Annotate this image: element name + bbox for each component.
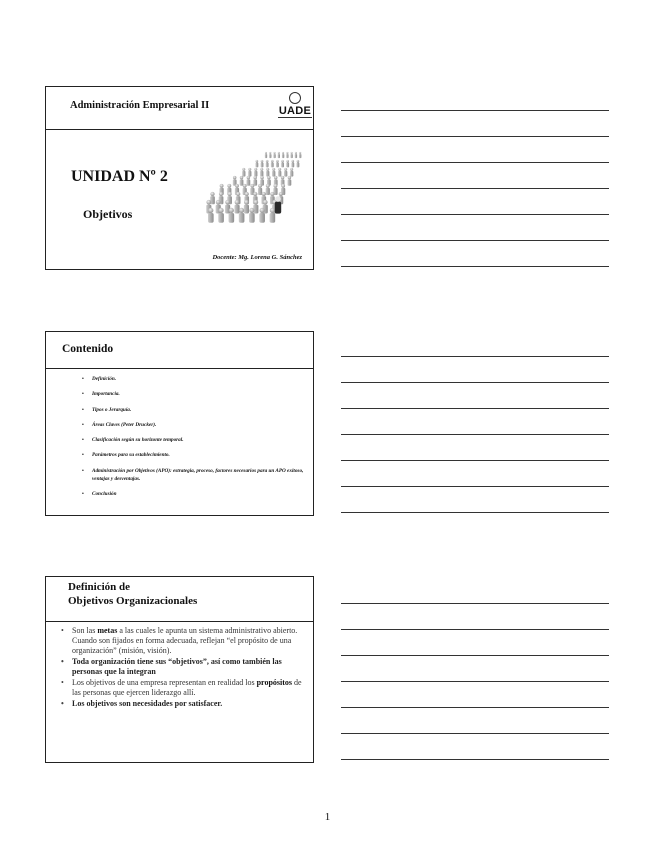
person-figure xyxy=(234,200,239,214)
person-figure xyxy=(248,168,251,177)
person-figure xyxy=(281,160,284,167)
bullet-point: • Son las metas a las cuales le apunta un sistema administrativo abierto. Cuando son fijados en forma adecuada, reflejan “el propósito de una organización” (misión, visión). xyxy=(60,626,310,655)
person-figure xyxy=(295,152,297,158)
person-figure xyxy=(229,208,235,223)
definition-title-line2: Objetivos Organizacionales xyxy=(68,595,198,607)
person-figure xyxy=(282,152,284,158)
note-line xyxy=(341,681,609,682)
person-figure xyxy=(272,168,275,177)
person-figure xyxy=(253,176,257,186)
person-figure xyxy=(269,152,271,158)
person-figure xyxy=(291,160,294,167)
note-line xyxy=(341,162,609,163)
lead-figure xyxy=(275,196,281,213)
note-line xyxy=(341,460,609,461)
person-figure xyxy=(286,152,288,158)
note-line xyxy=(341,629,609,630)
person-figure xyxy=(259,208,265,223)
bullet-point: • Toda organización tiene sus “objetivos”, así como también las personas que la integran xyxy=(60,657,310,677)
list-item: • Conclusión xyxy=(82,491,307,499)
person-figure xyxy=(244,200,249,214)
person-figure xyxy=(255,160,258,167)
list-item: • Parámetros para su establecimiento. xyxy=(82,452,307,460)
list-item: • Áreas Claves (Peter Drucker). xyxy=(82,422,307,430)
person-figure xyxy=(240,176,244,186)
person-figure xyxy=(258,184,262,195)
person-figure xyxy=(266,184,270,195)
list-item: • Administración por Objetivos (APO): estrategia, proceso, factores necesarios para un APO exitoso, ventajas y desventajas. xyxy=(82,468,307,484)
note-line xyxy=(341,733,609,734)
person-figure xyxy=(276,160,279,167)
page-number: 1 xyxy=(324,811,331,823)
list-item: • Clasificación según su horizonte temporal. xyxy=(82,437,307,445)
note-line xyxy=(341,408,609,409)
person-figure xyxy=(254,168,257,177)
person-figure xyxy=(270,208,276,223)
person-figure xyxy=(239,208,245,223)
slide-2-header xyxy=(46,332,313,369)
definition-body xyxy=(60,626,310,710)
bullet-point: • Los objetivos de una empresa representan en realidad los propósitos de las personas que ejercen liderazgo allí. xyxy=(60,678,310,698)
person-figure xyxy=(261,160,264,167)
person-figure xyxy=(297,160,300,167)
note-line xyxy=(341,707,609,708)
contents-list xyxy=(82,376,307,506)
person-figure xyxy=(249,208,255,223)
unit-title: UNIDAD Nº 2 xyxy=(71,168,168,185)
note-line xyxy=(341,136,609,137)
slide-2-contents xyxy=(45,331,314,516)
list-item: • Importancia. xyxy=(82,391,307,399)
slide-1-title xyxy=(45,86,314,270)
note-line xyxy=(341,214,609,215)
note-line xyxy=(341,603,609,604)
note-line xyxy=(341,188,609,189)
note-line xyxy=(341,512,609,513)
person-figure xyxy=(260,168,263,177)
person-figure xyxy=(218,208,224,223)
bullet-point: • Los objetivos son necesidades por satisfacer. xyxy=(60,699,310,709)
note-line xyxy=(341,240,609,241)
crowd-illustration xyxy=(206,147,306,225)
person-figure xyxy=(278,152,280,158)
teacher-name: Docente: Mg. Lorena G. Sánchez xyxy=(212,254,302,261)
person-figure xyxy=(271,160,274,167)
note-line xyxy=(341,110,609,111)
list-item: • Definición. xyxy=(82,376,307,384)
person-figure xyxy=(265,152,267,158)
person-figure xyxy=(290,168,293,177)
note-line xyxy=(341,655,609,656)
seal-icon xyxy=(289,92,301,104)
definition-title-line1: Definición de xyxy=(68,581,131,593)
person-figure xyxy=(299,152,301,158)
note-line xyxy=(341,382,609,383)
unit-subtitle: Objetivos xyxy=(83,207,133,221)
person-figure xyxy=(290,152,292,158)
contents-title: Contenido xyxy=(62,343,114,355)
note-line xyxy=(341,356,609,357)
slide-3-header xyxy=(46,577,313,622)
person-figure xyxy=(284,168,287,177)
person-figure xyxy=(273,152,275,158)
slide-3-definition xyxy=(45,576,314,763)
course-title: Administración Empresarial II xyxy=(70,100,210,111)
person-figure xyxy=(288,176,292,186)
person-figure xyxy=(242,168,245,177)
slide-1-header xyxy=(46,87,313,130)
person-figure xyxy=(247,176,251,186)
person-figure xyxy=(208,208,214,223)
list-item: • Tipos o Jerarquía. xyxy=(82,407,307,415)
uade-logo: UADE xyxy=(278,92,312,118)
person-figure xyxy=(278,168,281,177)
note-line xyxy=(341,486,609,487)
person-figure xyxy=(266,160,269,167)
note-line xyxy=(341,266,609,267)
person-figure xyxy=(266,168,269,177)
note-line xyxy=(341,434,609,435)
note-line xyxy=(341,759,609,760)
person-figure xyxy=(286,160,289,167)
